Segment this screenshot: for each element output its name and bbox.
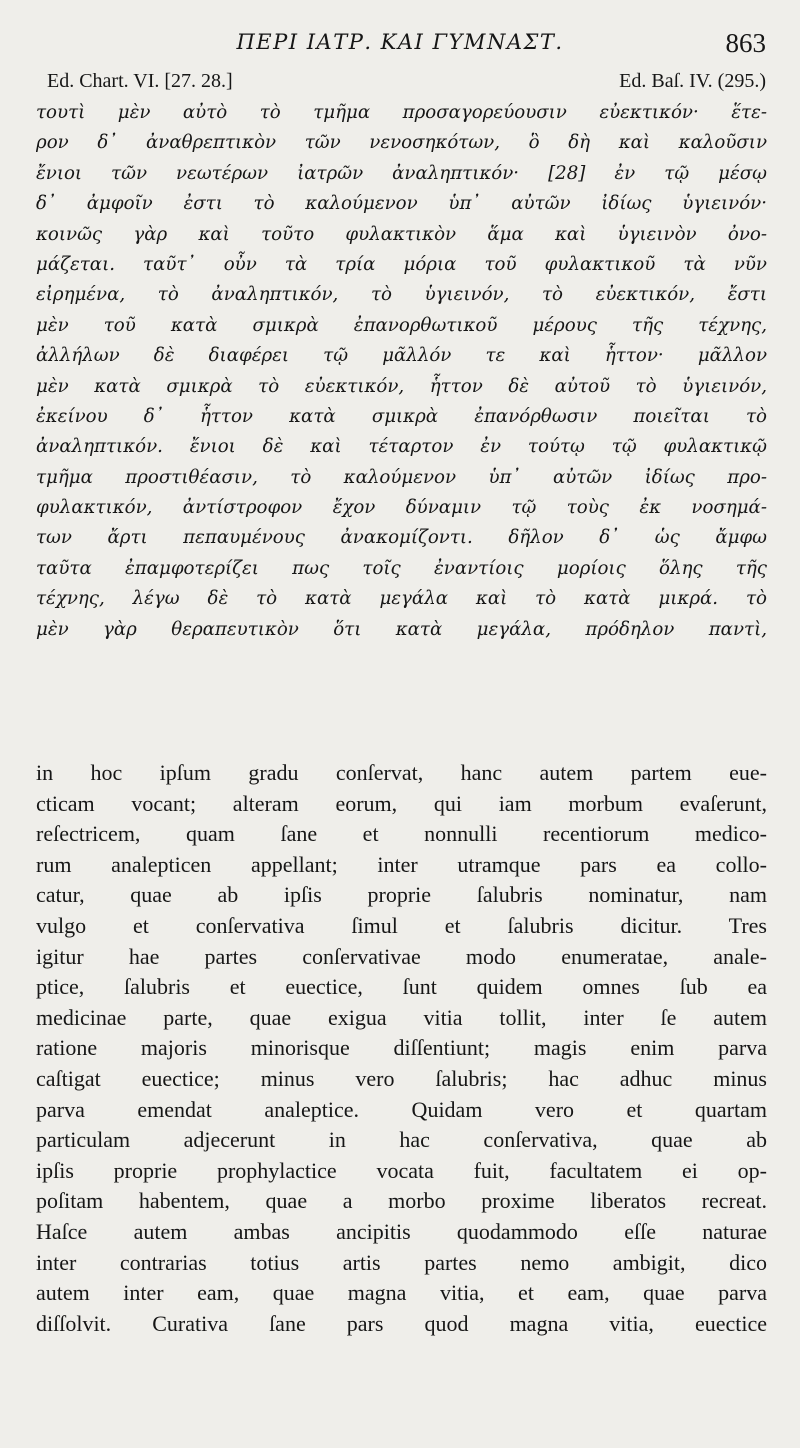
greek-text-line: μὲν γὰρ θεραπευτικὸν ὅτι κατὰ μεγάλα, πρόδηλον παντὶ, [36,618,767,640]
latin-text-line: particulam adjecerunt in hac conſervativa, quae ab [36,1127,767,1153]
latin-text-line: Haſce autem ambas ancipitis quodammodo eſſe naturae [36,1218,767,1244]
latin-text-block [36,758,767,1339]
latin-text-line: vulgo et conſervativa ſimul et ſalubris dicitur. Tres [36,912,767,938]
latin-text-line: inter contrarias totius artis partes nemo ambigit, dico [36,1249,767,1275]
greek-text-line: ἀναληπτικόν. ἔνιοι δὲ καὶ τέταρτον ἐν τούτῳ τῷ φυλακτικῷ [36,436,767,458]
greek-text-line: ταῦτα ἐπαμφοτερίζει πως τοῖς ἐναντίοις μορίοις ὅλης τῆς [36,557,767,579]
greek-text-line: των ἄρτι πεπαυμένους ἀνακομίζοντι. δῆλον δ᾽ ὡς ἄμφω [36,527,767,549]
latin-text-line: igitur hae partes conſervativae modo enumeratae, anale- [36,943,767,969]
page-number: 863 [725,28,766,58]
greek-text-line: ἀλλήλων δὲ διαφέρει τῷ μᾶλλόν τε καὶ ἧττον· μᾶλλον [36,345,767,367]
latin-text-line: ptice, ſalubris et euectice, ſunt quidem omnes ſub ea [36,974,767,1000]
greek-text-line: ρον δ᾽ ἀναθρεπτικὸν τῶν νενοσηκότων, ὃ δὴ καὶ καλοῦσιν [36,132,767,154]
running-title: ΠΕΡΙ ΙΑΤΡ. ΚΑΙ ΓΥΜΝΑΣΤ. [236,30,564,54]
greek-text-line: τμῆμα προστιθέασιν, τὸ καλούμενον ὑπ᾽ αὐτῶν ἰδίως προ- [36,466,767,488]
latin-text-line: diſſolvit. Curativa ſane pars quod magna vitia, euectice [36,1310,767,1336]
latin-text-line: autem inter eam, quae magna vitia, et eam, quae parva [36,1280,767,1306]
edition-basel-reference: Ed. Baſ. IV. (295.) [619,70,766,92]
greek-text-line: ἐκείνου δ᾽ ἧττον κατὰ σμικρὰ ἐπανόρθωσιν ποιεῖται τὸ [36,405,767,427]
greek-text-line: φυλακτικόν, ἀντίστροφον ἔχον δύναμιν τῷ τοὺς ἐκ νοσημά- [36,497,767,519]
greek-text-line: τουτὶ μὲν αὐτὸ τὸ τμῆμα προσαγορεύουσιν εὐεκτικόν· ἕτε- [36,102,767,123]
greek-text-line: μὲν κατὰ σμικρὰ τὸ εὐεκτικόν, ἧττον δὲ αὐτοῦ τὸ ὑγιεινόν, [36,375,767,397]
latin-text-line: medicinae parte, quae exigua vitia tollit, inter ſe autem [36,1004,767,1030]
latin-text-line: rum analepticen appellant; inter utramque pars ea collo- [36,851,767,877]
greek-text-line: μάζεται. ταῦτ᾽ οὖν τὰ τρία μόρια τοῦ φυλακτικοῦ τὰ νῦν [36,253,767,275]
latin-text-line: poſitam habentem, quae a morbo proxime liberatos recreat. [36,1188,767,1214]
latin-text-line: catur, quae ab ipſis proprie ſalubris nominatur, nam [36,882,767,908]
edition-reference-line [47,70,766,96]
greek-text-block [36,98,767,645]
greek-text-line: ἔνιοι τῶν νεωτέρων ἰατρῶν ἀναληπτικόν· [28] ἐν τῷ μέσῳ [36,162,767,184]
latin-text-line: parva emendat analeptice. Quidam vero et quartam [36,1096,767,1122]
greek-text-line: κοινῶς γὰρ καὶ τοῦτο φυλακτικὸν ἅμα καὶ ὑγιεινὸν ὀνο- [36,223,767,245]
latin-text-line: in hoc ipſum gradu conſervat, hanc autem partem eue- [36,760,767,785]
latin-text-line: cticam vocant; alteram eorum, qui iam morbum evaſerunt, [36,790,767,816]
latin-text-line: ratione majoris minorisque diſſentiunt; magis enim parva [36,1035,767,1061]
latin-text-line: ipſis proprie prophylactice vocata fuit, facultatem ei op- [36,1157,767,1183]
latin-text-line: caſtigat euectice; minus vero ſalubris; hac adhuc minus [36,1065,767,1091]
running-head [0,28,800,62]
greek-text-line: δ᾽ ἀμφοῖν ἐστι τὸ καλούμενον ὑπ᾽ αὐτῶν ἰδίως ὑγιεινόν· [36,193,767,215]
latin-text-line: reſectricem, quam ſane et nonnulli recentiorum medico- [36,821,767,847]
greek-text-line: μὲν τοῦ κατὰ σμικρὰ ἐπανορθωτικοῦ μέρους τῆς τέχνης, [36,314,767,336]
greek-text-line: τέχνης, λέγω δὲ τὸ κατὰ μεγάλα καὶ τὸ κατὰ μικρά. τὸ [36,588,767,610]
edition-chartier-reference: Ed. Chart. VI. [27. 28.] [47,70,233,92]
greek-text-line: εἰρημένα, τὸ ἀναληπτικόν, τὸ ὑγιεινόν, τὸ εὐεκτικόν, ἔστι [36,284,767,306]
